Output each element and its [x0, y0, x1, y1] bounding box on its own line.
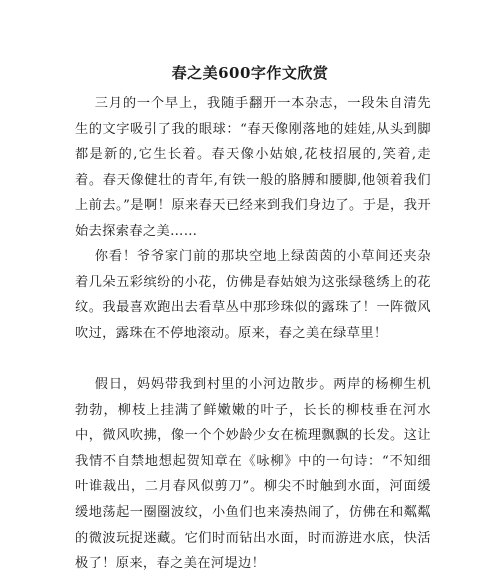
paragraph-1: 三月的一个早上，我随手翻开一本杂志，一段朱自清先生的文字吸引了我的眼球：“春天像刚落地的娃娃,从头到脚都是新的,它生长着。春天像小姑娘,花枝招展的,笑着,走着。春天像健壮的青年,有铁一般的胳膊和腰脚,他领着我们上前去。”是啊！原来春天已经来到我们身边了。于是，我开始去探索春之美……: [75, 96, 431, 239]
paragraph-3: 假日，妈妈带我到村里的小河边散步。两岸的杨柳生机勃勃，柳枝上挂满了鲜嫩嫩的叶子，长长的柳枝垂在河水中，微风吹拂，像一个个妙龄少女在梳理飘飘的长发。这让我情不自禁地想起贺知章在《咏柳》中的一句诗：“不知细叶谁裁出，二月春风似剪刀”。柳尖不时触到水面，河面缓缓地荡起一圈圈波纹，小鱼们也来凑热闹了，仿佛在和粼粼的微波玩捉迷藏。它们时而钻出水面，时而游进水底，快活极了！原来，春之美在河堤边！: [75, 377, 431, 572]
article-title: 春之美600字作文欣赏: [171, 64, 329, 82]
paragraph-2: 你看！爷爷家门前的那块空地上绿茵茵的小草间还夹杂着几朵五彩缤纷的小花，仿佛是春姑娘为这张绿毯绣上的花纹。我最喜欢跑出去看草丛中那珍珠似的露珠了！一阵微风吹过，露珠在不停地滚动。原来，春之美在绿草里！: [75, 249, 431, 341]
